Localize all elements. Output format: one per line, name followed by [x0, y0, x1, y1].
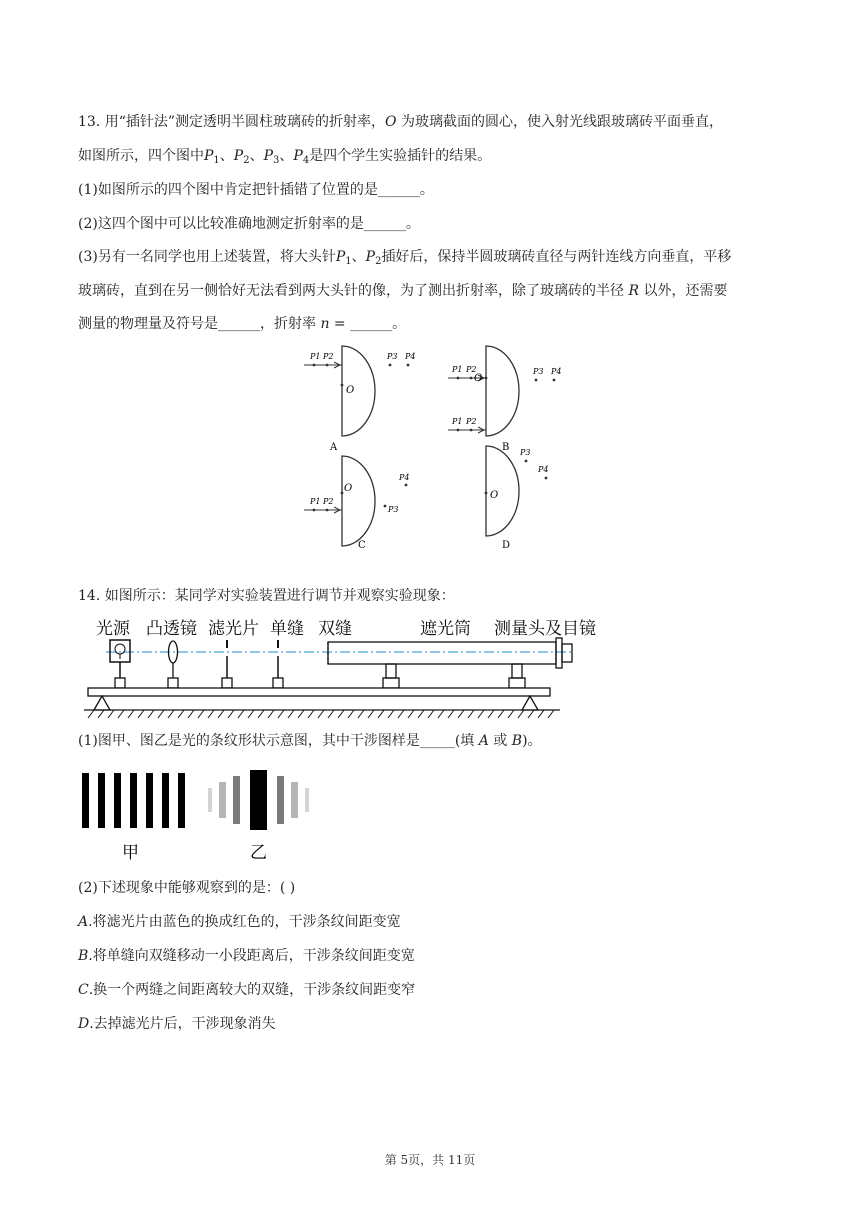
- label-yi: 乙: [250, 843, 267, 863]
- diagram-b: [448, 346, 561, 453]
- label-eyepiece: 测量头及目镜: [494, 619, 596, 639]
- pin-c-3: [384, 505, 387, 508]
- label-convex-lens: 凸透镜: [146, 619, 197, 639]
- label-p2-c: P2: [323, 497, 334, 506]
- fringe-jia-1: [82, 773, 89, 828]
- q14-sub-2: (2)下述现象中能够观察到的是：( ): [78, 880, 296, 896]
- diagram-a: [304, 346, 415, 453]
- optical-rail: [88, 688, 550, 696]
- pin-c-2: [326, 509, 329, 512]
- q14-apparatus-diagram: [84, 612, 614, 722]
- center-d: [485, 492, 488, 495]
- label-filter: 滤光片: [208, 619, 259, 639]
- fringe-yi-4: [277, 776, 284, 824]
- label-p1-d: P1: [452, 417, 463, 426]
- pattern-yi: [208, 770, 309, 830]
- pin-a-4: [407, 364, 410, 367]
- fringe-jia-3: [114, 773, 121, 828]
- ground-hatching: [88, 710, 554, 718]
- fringe-jia-4: [130, 773, 137, 828]
- q13-line-2: 如图所示，四个图中$P_1$、$P_2$、$P_3$、$P_4$是四个学生实验插针的结果。: [78, 148, 492, 166]
- fringe-jia-2: [98, 773, 105, 828]
- pin-d-2: [470, 429, 473, 432]
- center-b: [485, 377, 488, 380]
- label-a: A: [330, 442, 338, 453]
- fringe-jia-5: [146, 773, 153, 828]
- tube-holder-1: [383, 678, 399, 688]
- rail-foot-left: [94, 696, 110, 710]
- q14-option-a: A.将滤光片由蓝色的换成红色的，干涉条纹间距变宽: [78, 914, 401, 930]
- single-slit-holder: [273, 678, 283, 688]
- pin-b-1: [457, 377, 460, 380]
- center-c: [341, 492, 344, 495]
- pin-d-3: [525, 460, 528, 463]
- q13-sub-3-line-2: 玻璃砖，直到在另一侧恰好无法看到两大头针的像，为了测出折射率，除了玻璃砖的半径 R 以外，还需要: [78, 283, 728, 299]
- eyepiece: [562, 644, 572, 662]
- fringe-yi-6: [305, 788, 309, 812]
- pattern-jia: [82, 773, 185, 828]
- pin-d-4: [545, 477, 548, 480]
- semicircle-c: [342, 456, 375, 546]
- eyepiece-ring: [556, 638, 562, 668]
- label-o-b: O: [474, 373, 483, 384]
- q14-option-c: C.换一个两缝之间距离较大的双缝，干涉条纹间距变窄: [78, 982, 416, 998]
- q14-line-1: 14. 如图所示：某同学对实验装置进行调节并观察实验现象：: [78, 588, 455, 604]
- q13-sub-1: (1)如图所示的四个图中肯定把针插错了位置的是______。: [78, 182, 434, 198]
- diagram-c: [304, 456, 409, 551]
- pin-c-4: [405, 484, 408, 487]
- label-p1-b: P1: [452, 365, 463, 374]
- fringe-yi-1: [208, 788, 212, 812]
- label-o-a: O: [346, 385, 355, 396]
- q13-sub-2: (2)这四个图中可以比较准确地测定折射率的是______。: [78, 216, 420, 232]
- label-light-source: 光源: [96, 619, 130, 639]
- tube-support-2: [512, 664, 522, 678]
- fringe-yi-center: [250, 770, 267, 830]
- label-p2-b: P2: [466, 365, 477, 374]
- label-p3-a: P3: [387, 352, 398, 361]
- semicircle-b: [486, 346, 519, 436]
- tube-holder-2: [509, 678, 525, 688]
- q13-line-1: 13. 用“插针法”测定透明半圆柱玻璃砖的折射率，O 为玻璃截面的圆心，使入射光线跟玻璃砖平面垂直，: [78, 114, 723, 130]
- fringe-yi-5: [291, 782, 298, 818]
- label-p2-a: P2: [323, 352, 334, 361]
- label-p3-b: P3: [533, 367, 544, 376]
- label-b: B: [502, 442, 510, 453]
- fringe-yi-3: [233, 776, 240, 824]
- label-double-slit: 双缝: [318, 619, 352, 639]
- q14-option-d: D.去掉滤光片后，干涉现象消失: [78, 1016, 276, 1032]
- q14-sub-1: (1)图甲、图乙是光的条纹形状示意图，其中干涉图样是_____(填 A 或 B)。: [78, 733, 542, 749]
- center-a: [341, 384, 344, 387]
- fringe-yi-2: [219, 782, 226, 818]
- pin-a-3: [389, 364, 392, 367]
- label-o-d: O: [490, 490, 499, 501]
- pin-a-1: [313, 364, 316, 367]
- pin-d-1: [457, 429, 460, 432]
- pin-b-2: [470, 377, 473, 380]
- label-p4-b: P4: [551, 367, 562, 376]
- label-p2-d: P2: [466, 417, 477, 426]
- rail-foot-right: [522, 696, 538, 710]
- label-light-tube: 遮光筒: [420, 619, 471, 639]
- pin-a-2: [326, 364, 329, 367]
- label-p4-c: P4: [399, 473, 410, 482]
- label-p4-a: P4: [405, 352, 416, 361]
- label-p1-a: P1: [310, 352, 321, 361]
- label-d: D: [502, 540, 511, 551]
- label-o-c: O: [344, 483, 353, 494]
- q13-sub-3-line-1: (3)另有一名同学也用上述装置，将大头针$P_1$、$P_2$插好后，保持半圆玻璃砖直径与两针连线方向垂直，平移: [78, 249, 732, 267]
- pin-b-4: [553, 379, 556, 382]
- label-p3-c: P3: [388, 505, 399, 514]
- diagram-d: [448, 417, 548, 551]
- fringe-jia-6: [162, 773, 169, 828]
- q14-fringe-patterns: [78, 768, 328, 864]
- page-footer: 第 5页，共 11页: [384, 1153, 476, 1167]
- q14-option-b: B.将单缝向双缝移动一小段距离后，干涉条纹间距变宽: [78, 948, 415, 964]
- label-c: C: [358, 540, 366, 551]
- label-p3-d: P3: [520, 448, 531, 457]
- pin-b-3: [535, 379, 538, 382]
- lens-holder: [168, 678, 178, 688]
- source-holder: [115, 678, 125, 688]
- label-jia: 甲: [122, 843, 139, 863]
- filter-holder: [222, 678, 232, 688]
- q13-pin-diagrams: [290, 338, 580, 558]
- fringe-jia-7: [178, 773, 185, 828]
- tube-support-1: [386, 664, 396, 678]
- label-p4-d: P4: [538, 465, 549, 474]
- light-tube: [328, 642, 556, 664]
- pin-c-1: [313, 509, 316, 512]
- q13-sub-3-line-3: 测量的物理量及符号是______，折射率 n = ______。: [78, 316, 407, 332]
- label-p1-c: P1: [310, 497, 321, 506]
- label-single-slit: 单缝: [270, 619, 304, 639]
